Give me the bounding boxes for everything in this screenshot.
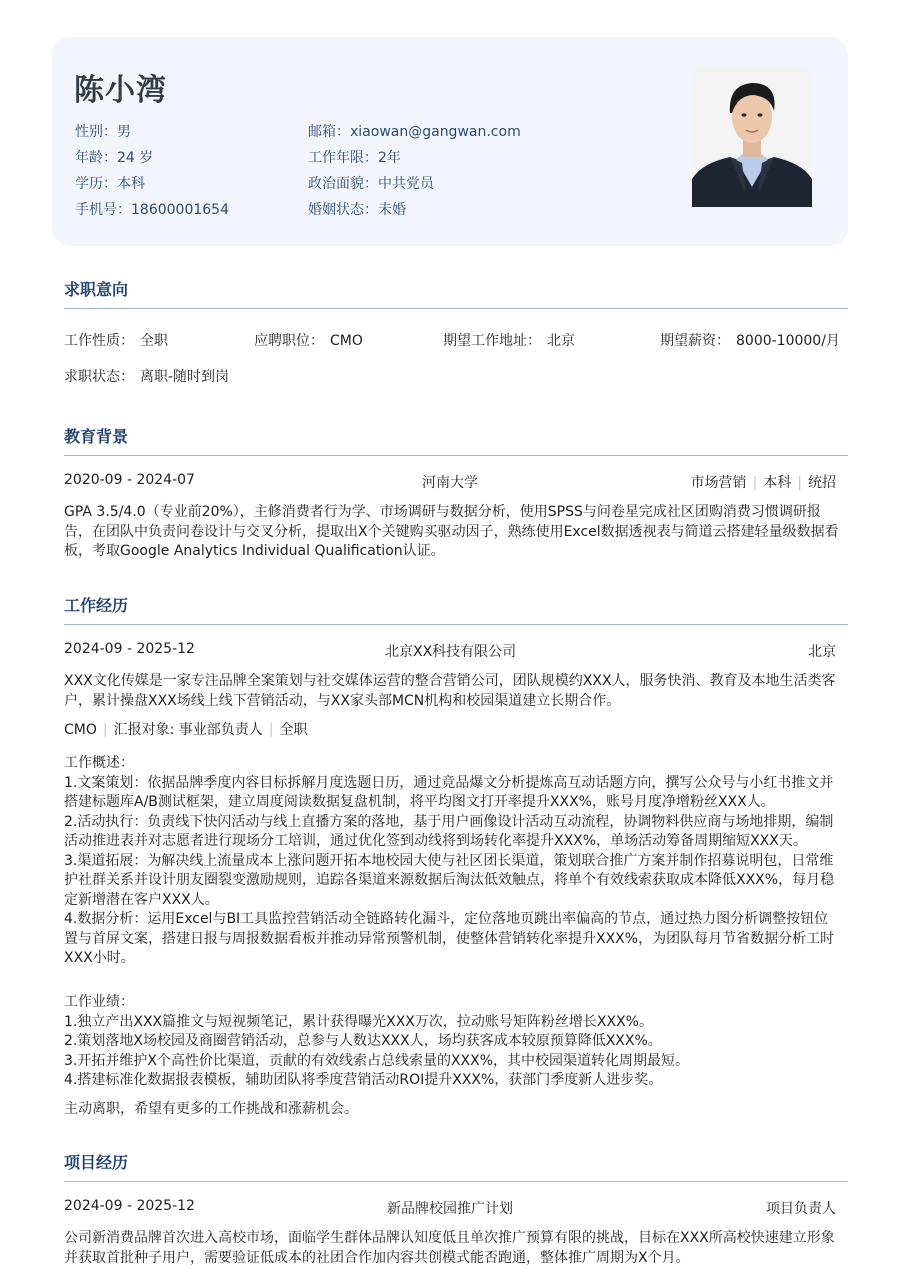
education-major: 市场营销	[690, 475, 747, 491]
work-role-line	[64, 719, 307, 739]
project-name: 新品牌校园推广计划	[387, 1201, 513, 1217]
work-overview-item: 4.数据分析：运用Excel与BI工具监控营销活动全链路转化漏斗，定位落地页跳出率偏高的节点，通过热力图分析调整按钮位置与首屏文案，搭建日报与周报数据看板并推动异常预警机制，使整体营销转化率提升XXX%，为团队每月节省数据分析工时XXX小时。	[64, 911, 835, 966]
separator: |	[752, 475, 758, 491]
separator: |	[797, 475, 802, 491]
project-divider	[64, 1181, 848, 1182]
project-description: 公司新消费品牌首次进入高校市场，面临学生群体品牌认知度低且单次推广预算有限的挑战，目标在XXX所高校快速建立形象并获取首批种子用户，需要验证低成本的社团合作加内容共创模式能否跑通，整体推广周期为X个月。	[64, 1230, 835, 1266]
work-company: 北京XX科技有限公司	[385, 644, 517, 660]
work-report-to: 汇报对象: 事业部负责人	[113, 722, 263, 738]
email-label: 邮箱：	[308, 124, 350, 140]
work-leave-reason: 主动离职，希望有更多的工作挑战和涨薪机会。	[64, 1101, 358, 1117]
education-label: 学历：	[75, 176, 117, 192]
separator: |	[268, 722, 274, 738]
intent-location	[443, 330, 575, 350]
intent-type	[64, 330, 168, 350]
marital-value: 未婚	[378, 202, 406, 218]
education-divider	[64, 455, 848, 456]
age-row	[75, 147, 153, 167]
phone-value: 18600001654	[131, 202, 229, 218]
email-value[interactable]: xiaowan@gangwan.com	[350, 124, 521, 140]
project-period: 2024-09 - 2025-12	[64, 1198, 195, 1214]
education-section-title: 教育背景	[64, 427, 129, 446]
education-degree: 本科	[763, 475, 792, 491]
intent-status-value: 离职-随时到岗	[140, 369, 230, 385]
work-overview-item: 3.渠道拓展：为解决线上流量成本上涨问题开拓本地校园大使与社区团长渠道，策划联合推广方案并制作招募说明包，日常维护社群关系并设计朋友圈裂变激励规则，追踪各渠道来源数据后淘汰低效触点，将单个有效线索获取成本降低XXX%，每月稳定新增潜在客户XXX人。	[64, 852, 835, 908]
work-period: 2024-09 - 2025-12	[64, 641, 195, 657]
intent-location-label: 期望工作地址：	[443, 333, 541, 349]
work-role: CMO	[64, 722, 97, 738]
intent-salary-label: 期望薪资：	[660, 333, 730, 349]
work-divider	[64, 624, 848, 625]
intent-position	[254, 330, 363, 350]
education-period: 2020-09 - 2024-07	[64, 472, 195, 488]
intent-section-title: 求职意向	[64, 280, 129, 299]
age-label: 年龄：	[75, 150, 117, 166]
marital-label: 婚姻状态：	[308, 202, 378, 218]
intent-divider	[64, 308, 848, 309]
education-mode: 统招	[808, 475, 836, 491]
work-achievement-item: 4.搭建标准化数据报表模板，辅助团队将季度营销活动ROI提升XXX%，获部门季度新人进步奖。	[64, 1072, 663, 1088]
candidate-name: 陈小湾	[74, 73, 167, 108]
phone-label: 手机号：	[75, 202, 131, 218]
profile-photo	[692, 67, 812, 207]
work-achievement-item: 1.独立产出XXX篇推文与短视频笔记，累计获得曝光XXX万次，拉动账号矩阵粉丝增长XXX%。	[64, 1013, 653, 1030]
work-overview-item: 2.活动执行：负责线下快闪活动与线上直播方案的落地，基于用户画像设计活动互动流程，协调物料供应商与场地排期，编制活动推进表并对志愿者进行现场分工培训，通过优化签到动线将到场转化率提升XXX%，单场活动筹备周期缩短XXX天。	[64, 813, 834, 849]
work-overview	[64, 754, 839, 969]
separator: |	[102, 722, 108, 738]
marital-row	[308, 199, 406, 219]
gender-row	[75, 121, 131, 141]
email-row	[308, 121, 521, 141]
intent-salary-value: 8000-10000/月	[736, 333, 840, 349]
work-company-intro: XXX文化传媒是一家专注品牌全案策划与社交媒体运营的整合营销公司，团队规模约XXX人，服务快消、教育及本地生活类客户，累计操盘XXX场线上线下营销活动，与XX家头部MCN机构和校园渠道建立长期合作。	[64, 673, 836, 709]
intent-status	[64, 366, 229, 386]
work-achievements-label: 工作业绩：	[64, 994, 134, 1010]
work-achievement-item: 2.策划落地X场校园及商圈营销活动，总参与人数达XXX人，场均获客成本较原预算降低XXX%。	[64, 1033, 662, 1049]
work-job-type: 全职	[279, 722, 308, 738]
gender-label: 性别：	[75, 124, 117, 140]
education-school: 河南大学	[422, 475, 478, 491]
work-achievements	[64, 993, 839, 1091]
intent-salary	[660, 330, 840, 350]
intent-location-value: 北京	[547, 333, 575, 349]
education-row	[75, 173, 145, 193]
work-overview-label: 工作概述：	[64, 755, 134, 771]
profile-card	[52, 37, 848, 246]
work-achievement-item: 3.开拓并维护X个高性价比渠道，贡献的有效线索占总线索量的XXX%，其中校园渠道转化周期最短。	[64, 1052, 690, 1069]
intent-position-value: CMO	[330, 333, 363, 349]
years-row	[308, 147, 401, 167]
education-description: GPA 3.5/4.0（专业前20%），主修消费者行为学、市场调研与数据分析，使用SPSS与问卷星完成社区团购消费习惯调研报告，在团队中负责问卷设计与交叉分析，提取出X个关键购买驱动因子，熟练使用Excel数据透视表与简道云搭建轻量级数据看板，考取Google Analytics Individual Qualification认证。	[64, 504, 839, 559]
intent-type-value: 全职	[140, 333, 168, 349]
years-value: 2年	[378, 150, 401, 166]
gender-value: 男	[117, 124, 131, 140]
politics-value: 中共党员	[378, 176, 434, 192]
work-city: 北京	[808, 644, 836, 660]
project-role: 项目负责人	[766, 1201, 836, 1217]
politics-row	[308, 173, 434, 193]
education-value: 本科	[117, 176, 145, 192]
politics-label: 政治面貌：	[308, 176, 378, 192]
portrait-image	[692, 67, 812, 207]
phone-row	[75, 199, 229, 219]
education-meta	[691, 472, 836, 492]
intent-type-label: 工作性质：	[64, 333, 134, 349]
work-overview-item: 1.文案策划：依据品牌季度内容目标拆解月度选题日历，通过竞品爆文分析提炼高互动话题方向，撰写公众号与小红书推文并搭建标题库A/B测试框架，建立周度阅读数据复盘机制，将平均图文打开率提升XXX%，账号月度净增粉丝XXX人。	[64, 774, 834, 810]
intent-status-label: 求职状态：	[64, 369, 134, 385]
project-section-title: 项目经历	[64, 1153, 129, 1172]
age-value: 24 岁	[117, 150, 154, 166]
intent-position-label: 应聘职位：	[254, 333, 324, 349]
years-label: 工作年限：	[308, 150, 378, 166]
work-section-title: 工作经历	[64, 596, 129, 615]
